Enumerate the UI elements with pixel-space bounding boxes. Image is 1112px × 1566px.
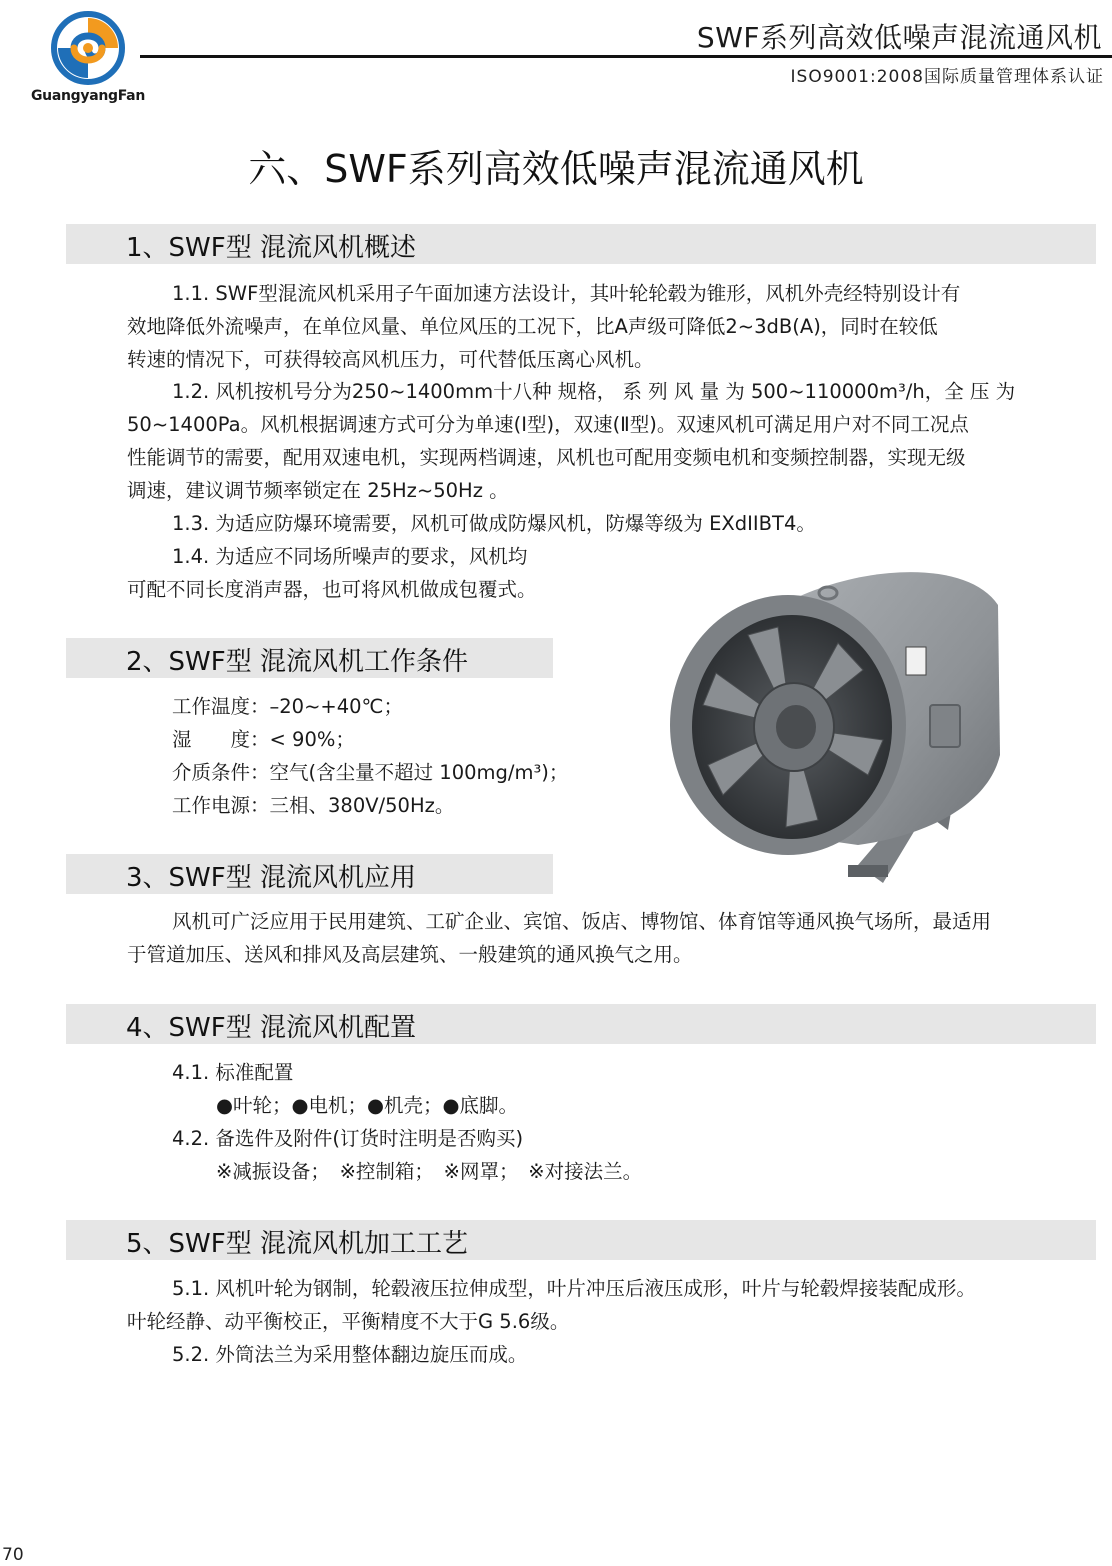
header-title: SWF系列高效低噪声混流通风机 <box>696 21 1102 54</box>
section-1-header <box>66 224 1096 264</box>
section-4-line: ●叶轮；●电机；●机壳；●底脚。 <box>216 1094 519 1117</box>
section-5-header <box>66 1220 1096 1260</box>
section-5-line: 5.1. 风机叶轮为钢制，轮毂液压拉伸成型，叶片冲压后液压成形，叶片与轮毂焊接装配成形。 <box>172 1277 976 1300</box>
section-1-line: 1.2. 风机按机号分为250~1400mm十八种 规格， 系 列 风 量 为 500~110000m³/h，全 压 为 <box>172 380 1016 403</box>
section-2-line: 工作电源：三相、380V/50Hz。 <box>172 794 455 817</box>
company-logo <box>26 10 150 104</box>
header-subtitle: ISO9001:2008国际质量管理体系认证 <box>790 67 1104 87</box>
section-1-line: 可配不同长度消声器，也可将风机做成包覆式。 <box>127 578 537 601</box>
logo-swirl-icon <box>48 10 128 86</box>
section-3-line: 于管道加压、送风和排风及高层建筑、一般建筑的通风换气之用。 <box>127 943 693 966</box>
section-1-line: 调速，建议调节频率锁定在 25Hz~50Hz 。 <box>127 479 509 502</box>
section-1-line: 50~1400Pa。风机根据调速方式可分为单速(Ⅰ型)，双速(Ⅱ型)。双速风机可满足用户对不同工况点 <box>127 413 969 436</box>
section-4-line: ※减振设备； ※控制箱； ※网罩； ※对接法兰。 <box>216 1160 643 1183</box>
section-4-line: 4.1. 标准配置 <box>172 1061 294 1084</box>
section-4-heading: 4、SWF型 混流风机配置 <box>126 1013 416 1043</box>
page-title: 六、SWF系列高效低噪声混流通风机 <box>248 147 864 191</box>
logo-text: GuangyangFan <box>30 88 145 104</box>
section-2-line: 湿 度：< 90%； <box>172 728 355 751</box>
section-2-heading: 2、SWF型 混流风机工作条件 <box>126 647 468 677</box>
section-1-line: 转速的情况下，可获得较高风机压力，可代替低压离心风机。 <box>127 348 654 371</box>
section-3-header <box>66 854 553 894</box>
section-1-line: 1.3. 为适应防爆环境需要，风机可做成防爆风机，防爆等级为 EXdIIBT4。 <box>172 512 816 535</box>
section-5-line: 叶轮经静、动平衡校正，平衡精度不大于G 5.6级。 <box>127 1310 570 1333</box>
section-1-line: 1.1. SWF型混流风机采用子午面加速方法设计，其叶轮轮毂为锥形，风机外壳经特别设计有 <box>172 282 961 305</box>
section-3-line: 风机可广泛应用于民用建筑、工矿企业、宾馆、饭店、博物馆、体育馆等通风换气场所，最适用 <box>172 910 992 933</box>
section-2-header <box>66 638 553 678</box>
section-3-heading: 3、SWF型 混流风机应用 <box>126 863 416 893</box>
mixed-flow-fan-image <box>668 565 1008 895</box>
section-4-line: 4.2. 备选件及附件(订货时注明是否购买) <box>172 1127 524 1150</box>
section-5-heading: 5、SWF型 混流风机加工工艺 <box>126 1229 468 1259</box>
section-1-heading: 1、SWF型 混流风机概述 <box>126 233 416 263</box>
header-divider <box>140 55 1112 58</box>
section-1-line: 1.4. 为适应不同场所噪声的要求，风机均 <box>172 545 528 568</box>
section-5-line: 5.2. 外筒法兰为采用整体翻边旋压而成。 <box>172 1343 528 1366</box>
section-2-line: 介质条件：空气(含尘量不超过 100mg/m³)； <box>172 761 569 784</box>
section-1-line: 性能调节的需要，配用双速电机，实现两档调速，风机也可配用变频电机和变频控制器，实现无级 <box>127 446 966 469</box>
page-number: 70 <box>2 1545 24 1565</box>
section-2-line: 工作温度：–20~+40℃； <box>172 695 403 718</box>
section-1-line: 效地降低外流噪声，在单位风量、单位风压的工况下，比A声级可降低2~3dB(A)，同时在较低 <box>127 315 938 338</box>
section-4-header <box>66 1004 1096 1044</box>
